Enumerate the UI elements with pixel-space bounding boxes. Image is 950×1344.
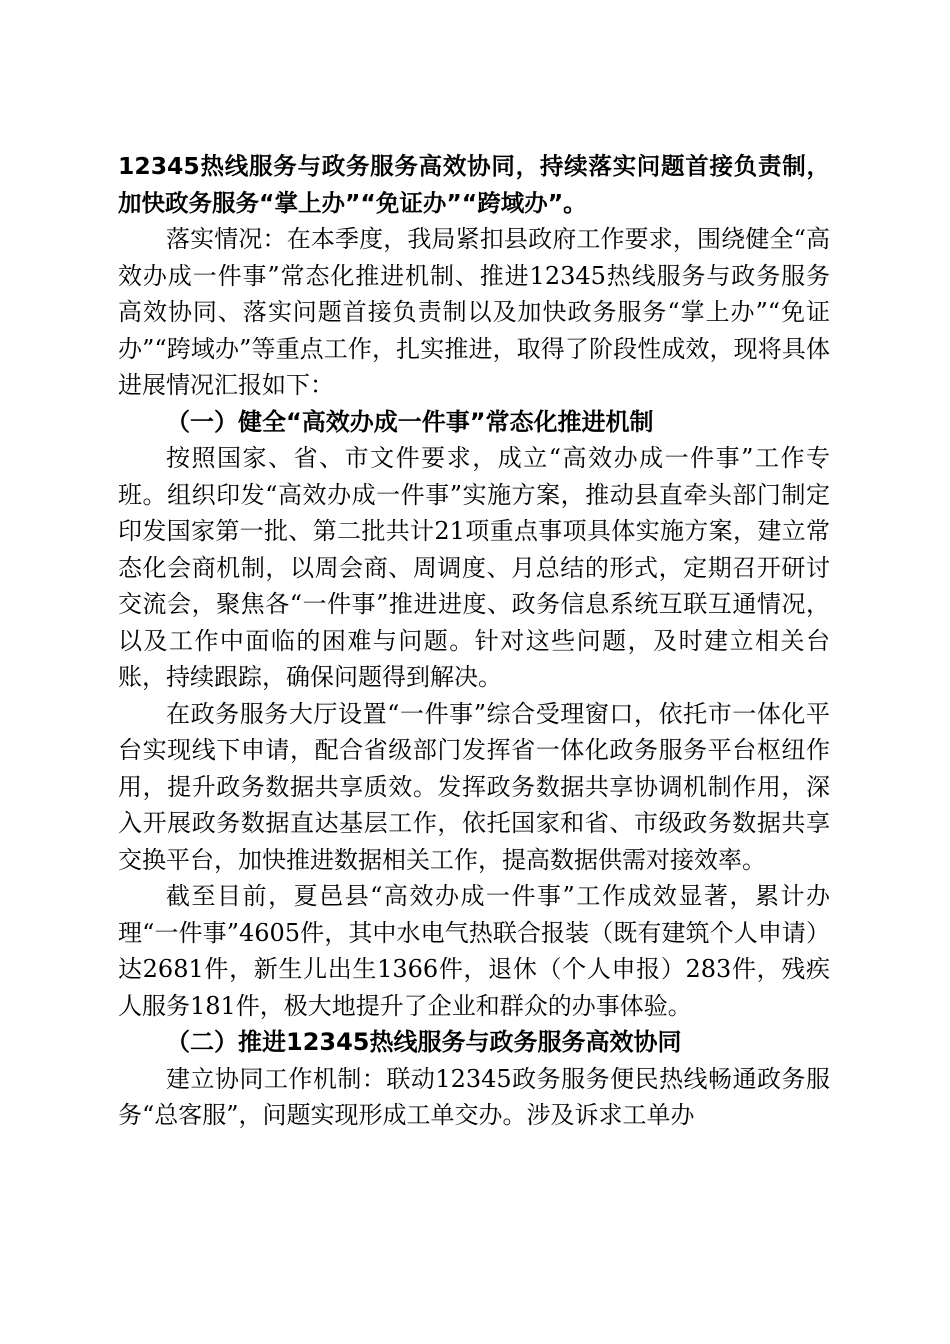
section-1-paragraph-3: 截至目前，夏邑县“高效办成一件事”工作成效显著，累计办理“一件事”4605件，其中水电气热联合报装（既有建筑个人申请）达2681件，新生儿出生1366件，退休（个人申报）283件，残疾人服务181件，极大地提升了企业和群众的办事体验。 — [118, 882, 830, 1020]
document-page — [118, 148, 830, 1134]
section-1-heading-text: （一）健全“高效办成一件事”常态化推进机制 — [166, 407, 654, 436]
section-1-paragraph-1: 按照国家、省、市文件要求，成立“高效办成一件事”工作专班。组织印发“高效办成一件事”实施方案，推动县直牵头部门制定印发国家第一批、第二批共计21项重点事项具体实施方案，建立常态化会商机制，以周会商、周调度、月总结的形式，定期召开研讨交流会，聚焦各“一件事”推进进度、政务信息系统互联互通情况，以及工作中面临的困难与问题。针对这些问题，及时建立相关台账，持续跟踪，确保问题得到解决。 — [118, 444, 830, 691]
section-1-heading — [118, 404, 830, 441]
section-2-heading — [118, 1024, 830, 1061]
intro-paragraph: 落实情况：在本季度，我局紧扣县政府工作要求，围绕健全“高效办成一件事”常态化推进机制、推进12345热线服务与政务服务高效协同、落实问题首接负责制以及加快政务服务“掌上办”“免证办”“跨域办”等重点工作，扎实推进，取得了阶段性成效，现将具体进展情况汇报如下： — [118, 225, 830, 399]
lead-paragraph: 12345热线服务与政务服务高效协同，持续落实问题首接负责制，加快政务服务“掌上办”“免证办”“跨域办”。 — [118, 152, 830, 217]
section-2-paragraph-1: 建立协同工作机制：联动12345政务服务便民热线畅通政务服务“总客服”，问题实现形成工单交办。涉及诉求工单办 — [118, 1064, 830, 1129]
section-2-heading-text: （二）推进12345热线服务与政务服务高效协同 — [166, 1028, 682, 1056]
section-1-paragraph-2: 在政务服务大厅设置“一件事”综合受理窗口，依托市一体化平台实现线下申请，配合省级部门发挥省一体化政务服务平台枢纽作用，提升政务数据共享质效。发挥政务数据共享协调机制作用，深入开展政务数据直达基层工作，依托国家和省、市级政务数据共享交换平台，加快推进数据相关工作，提高数据供需对接效率。 — [118, 699, 830, 874]
